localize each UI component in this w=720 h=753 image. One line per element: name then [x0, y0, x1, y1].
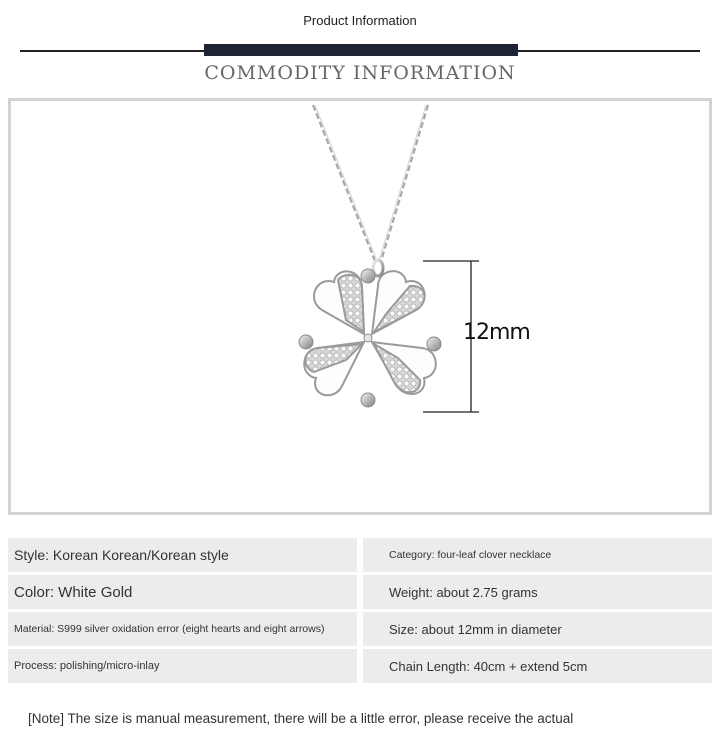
- spec-style: Style: Korean Korean/Korean style: [8, 538, 357, 572]
- clover-pendant: [299, 269, 441, 407]
- top-label: Product Information: [303, 13, 417, 28]
- header-rule-accent: [204, 44, 518, 56]
- spec-row: [8, 612, 712, 646]
- spec-category: Category: four-leaf clover necklace: [363, 538, 712, 572]
- spec-size: Size: about 12mm in diameter: [363, 612, 712, 646]
- spec-chain-length: Chain Length: 40cm + extend 5cm: [363, 649, 712, 683]
- measurement-note: [Note] The size is manual measurement, there will be a little error, please receive the actual: [28, 711, 574, 726]
- spec-row: [8, 649, 712, 683]
- spec-process: Process: polishing/micro-inlay: [8, 649, 357, 683]
- section-heading: COMMODITY INFORMATION: [204, 62, 516, 84]
- spec-color: Color: White Gold: [8, 575, 357, 609]
- spec-weight: Weight: about 2.75 grams: [363, 575, 712, 609]
- chain: [313, 105, 428, 261]
- product-photo: [8, 98, 712, 515]
- spec-row: [8, 575, 712, 609]
- spec-row: [8, 538, 712, 572]
- spec-material: Material: S999 silver oxidation error (eight hearts and eight arrows): [8, 612, 357, 646]
- necklace-illustration: [11, 101, 709, 512]
- dimension-label: 12mm: [463, 320, 530, 345]
